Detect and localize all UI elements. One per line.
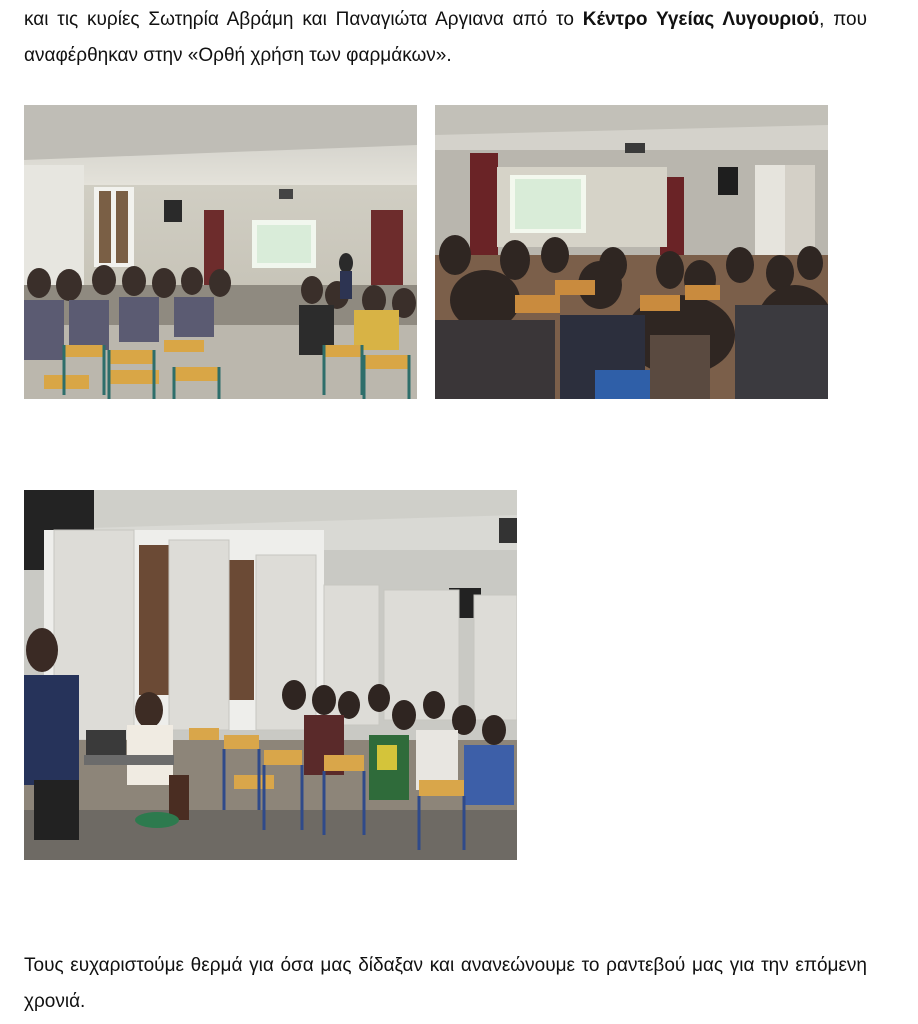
intro-text-start: και τις κυρίες Σωτηρία Αβράμη και Παναγιώτα Αργιανα από το [24,9,583,30]
health-center-name: Κέντρο Υγείας Λυγουριού [582,9,820,30]
thanks-paragraph: Τους ευχαριστούμε θερμά για όσα μας δίδαξαν και ανανεώνουμε το ραντεβού μας για την επόμενη χρονιά. [24,955,867,1012]
classroom-photo-2 [435,105,828,399]
intro-paragraph [24,2,867,74]
classroom-photo-1 [24,105,417,399]
classroom-photo-3 [24,490,517,860]
intro-text-end: , που αναφέρθηκαν στην «Ορθή χρήση των φαρμάκων». [24,9,868,66]
